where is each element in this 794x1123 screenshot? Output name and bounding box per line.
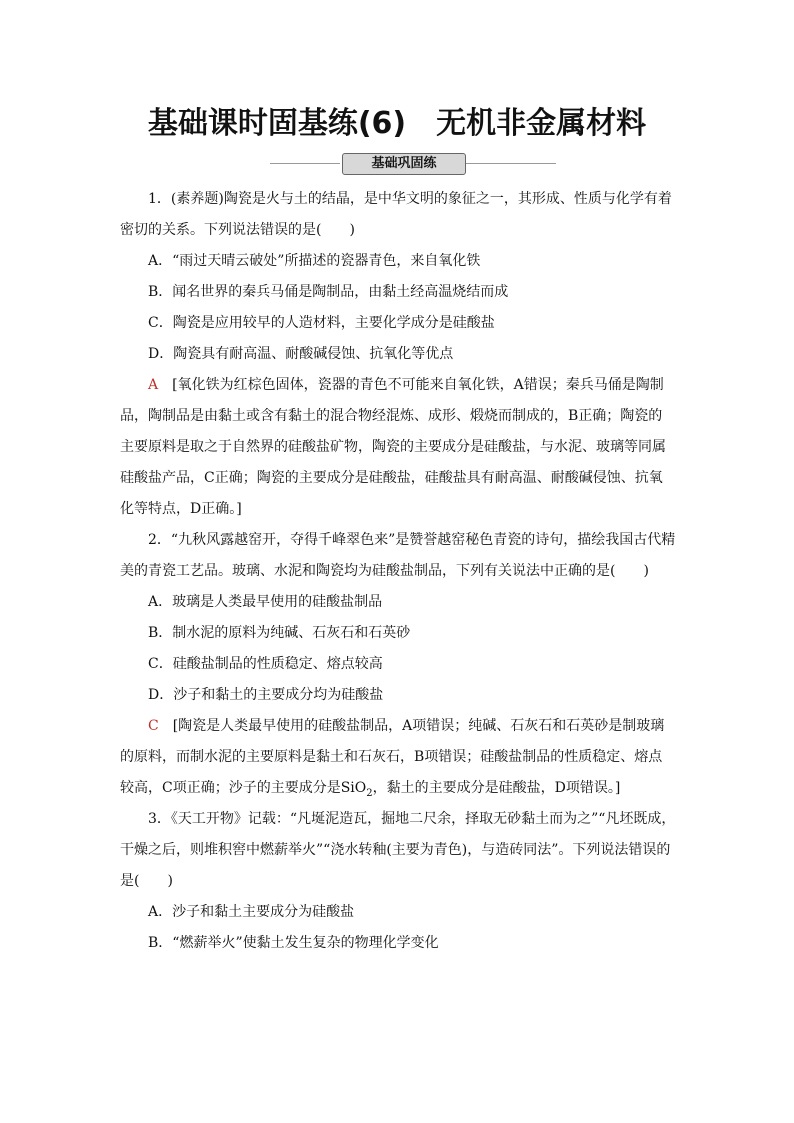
section-header	[270, 153, 556, 175]
question-2-option-b: B．制水泥的原料为纯碱、石灰石和石英砂	[148, 625, 411, 641]
question-2-explanation	[120, 711, 676, 804]
question-3-option-b: B．“燃薪举火”使黏土发生复杂的物理化学变化	[148, 935, 439, 951]
question-3-stem: 3．《天工开物》记载：“凡埏泥造瓦，掘地二尺余，择取无砂黏土而为之”“凡坯既成，干燥之后，则堆积窖中燃薪举火”“浇水转釉(主要为青色)，与造砖同法”。下列说法错误的是( )	[120, 811, 676, 889]
question-2-option-a: A．玻璃是人类最早使用的硅酸盐制品	[148, 594, 383, 610]
question-1-answer: A	[148, 377, 159, 393]
question-2-option-d: D．沙子和黏土的主要成分均为硅酸盐	[148, 687, 384, 703]
question-2-explanation-text-b: ，黏土的主要成分是硅酸盐，D项错误。]	[372, 780, 621, 796]
question-2-answer: C	[148, 718, 159, 734]
page-title: 基础课时固基练(6) 无机非金属材料	[147, 106, 647, 141]
question-1-explanation	[120, 370, 676, 525]
question-1-option-a: A．“雨过天晴云破处”所描述的瓷器青色，来自氧化铁	[148, 253, 481, 269]
question-1-stem: 1．(素养题)陶瓷是火与土的结晶，是中华文明的象征之一，其形成、性质与化学有着密切的关系。下列说法错误的是( )	[120, 191, 672, 238]
question-2-stem: 2．“九秋风露越窑开，夺得千峰翠色来”是赞誉越窑秘色青瓷的诗句，描绘我国古代精美的青瓷工艺品。玻璃、水泥和陶瓷均为硅酸盐制品，下列有关说法中正确的是( )	[120, 532, 676, 579]
divider-right	[466, 163, 556, 164]
question-1-option-b: B．闻名世界的秦兵马俑是陶制品，由黏土经高温烧结而成	[148, 284, 509, 300]
question-2-subscript: 2	[366, 787, 373, 799]
question-2-option-c: C．硅酸盐制品的性质稳定、熔点较高	[148, 656, 383, 672]
question-1-option-c: C．陶瓷是应用较早的人造材料，主要化学成分是硅酸盐	[148, 315, 495, 331]
question-list	[120, 184, 676, 959]
question-3-option-a: A．沙子和黏土主要成分为硅酸盐	[148, 904, 355, 920]
divider-left	[270, 163, 340, 164]
question-1-explanation-text: [氧化铁为红棕色固体，瓷器的青色不可能来自氧化铁，A错误；秦兵马俑是陶制品，陶制品是由黏土或含有黏土的混合物经混炼、成形、煅烧而制成的，B正确；陶瓷的主要原料是取之于自然界的硅酸盐矿物，陶瓷的主要成分是硅酸盐，与水泥、玻璃等同属硅酸盐产品，C正确；陶瓷的主要成分是硅酸盐，硅酸盐具有耐高温、耐酸碱侵蚀、抗氧化等特点，D正确。]	[120, 377, 666, 517]
question-1-option-d: D．陶瓷具有耐高温、耐酸碱侵蚀、抗氧化等优点	[148, 346, 454, 362]
section-badge: 基础巩固练	[342, 153, 466, 175]
question-2-explanation-text-a: [陶瓷是人类最早使用的硅酸盐制品，A项错误；纯碱、石灰石和石英砂是制玻璃的原料，而制水泥的主要原料是黏土和石灰石，B项错误；硅酸盐制品的性质稳定、熔点较高，C项正确；沙子的主要成分是SiO	[120, 718, 665, 796]
